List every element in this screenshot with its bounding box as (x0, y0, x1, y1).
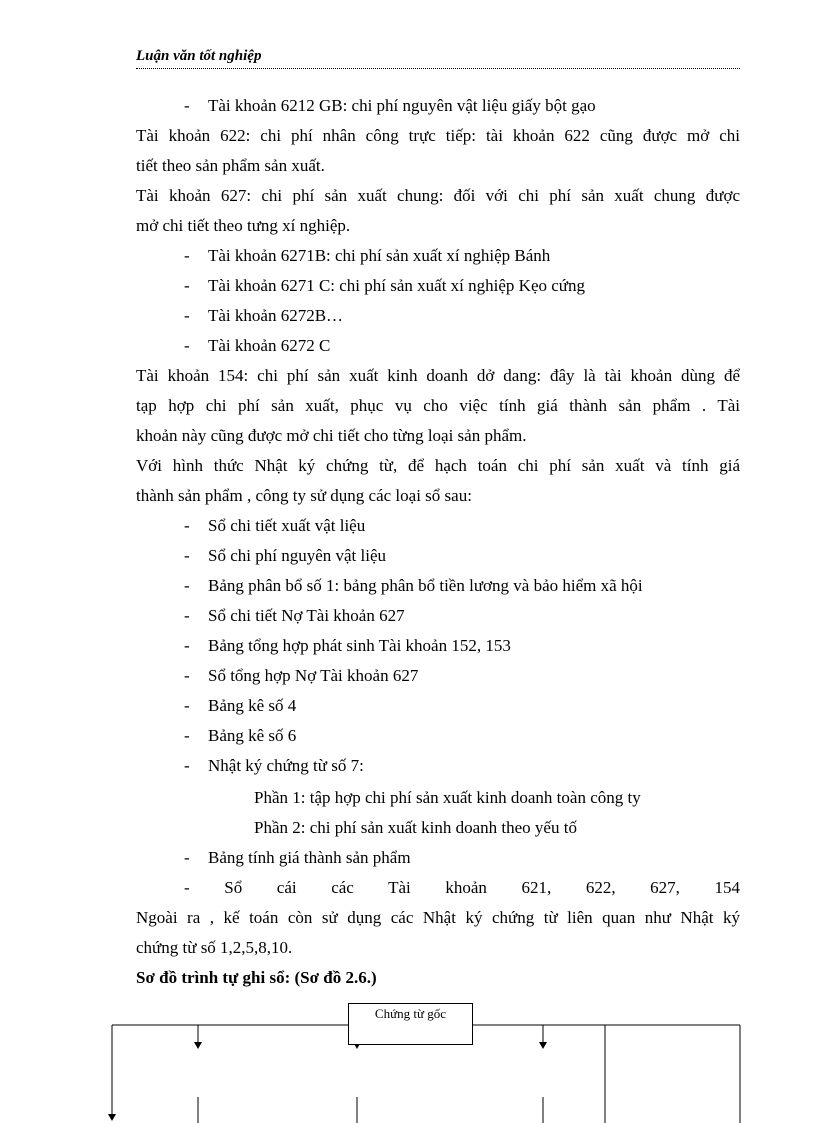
paragraph-line: Với hình thức Nhật ký chứng từ, để hạch toán chi phí sản xuất và tính giá (136, 456, 740, 475)
list-item: - Tài khoản 6212 GB: chi phí nguyên vật liệu giấy bột gạo (184, 96, 596, 115)
list-item: - Sổ chi tiết xuất vật liệu (184, 516, 366, 535)
list-item: - Bảng kê số 6 (184, 726, 297, 745)
paragraph-line: thành sản phẩm , công ty sử dụng các loại sổ sau: (136, 486, 472, 505)
page-header: Luận văn tốt nghiệp (136, 48, 740, 69)
diagram-box-chung-tu-goc (348, 1003, 473, 1045)
paragraph-line: khoản này cũng được mở chi tiết cho từng loại sản phẩm. (136, 426, 527, 445)
list-item: - Tài khoản 6272B… (184, 306, 344, 325)
list-item: - Bảng kê số 4 (184, 696, 297, 715)
diagram-box-label: Chứng từ gốc (374, 1006, 447, 1021)
paragraph-line: Tài khoản 154: chi phí sản xuất kinh doanh dở dang: đây là tài khoản dùng để (136, 366, 740, 385)
paragraph-line: Ngoài ra , kế toán còn sử dụng các Nhật ký chứng từ liên quan như Nhật ký (136, 908, 740, 927)
paragraph-line: Tài khoản 622: chi phí nhân công trực tiếp: tài khoản 622 cũng được mở chi (136, 126, 740, 145)
list-item: - Sổ cái các Tài khoản 621, 622, 627, 154 (184, 878, 740, 897)
list-item: - Sổ tổng hợp Nợ Tài khoản 627 (184, 666, 419, 685)
paragraph-line: mở chi tiết theo tưng xí nghiệp. (136, 216, 351, 235)
list-item: - Sổ chi tiết Nợ Tài khoản 627 (184, 606, 405, 625)
arrow-head (539, 1042, 547, 1049)
list-item: - Sổ chi phí nguyên vật liệu (184, 546, 387, 565)
list-item: - Nhật ký chứng từ số 7: (184, 756, 364, 775)
list-item: - Tài khoản 6271 C: chi phí sản xuất xí nghiệp Kẹo cứng (184, 276, 586, 295)
sub-item: Phần 2: chi phí sản xuất kinh doanh theo yếu tố (254, 818, 577, 837)
list-item: - Bảng tính giá thành sản phẩm (184, 848, 411, 867)
list-item: - Bảng tổng hợp phát sinh Tài khoản 152, 153 (184, 636, 511, 655)
arrow-head (108, 1114, 116, 1121)
paragraph-line: chứng từ số 1,2,5,8,10. (136, 938, 293, 957)
sub-item: Phần 1: tập hợp chi phí sản xuất kinh doanh toàn công ty (254, 788, 641, 807)
list-item: - Bảng phân bổ số 1: bảng phân bổ tiền lương và bảo hiểm xã hội (184, 576, 643, 595)
paragraph-line: tiết theo sản phẩm sản xuất. (136, 156, 325, 175)
list-item: - Tài khoản 6272 C (184, 336, 331, 355)
paragraph-line: tạp hợp chi phí sản xuất, phục vụ cho việc tính giá thành sản phẩm . Tài (136, 396, 740, 415)
diagram-title: Sơ đồ trình tự ghi sổ: (Sơ đồ 2.6.) (136, 968, 377, 987)
arrow-head (194, 1042, 202, 1049)
paragraph-line: Tài khoản 627: chi phí sản xuất chung: đối với chi phí sản xuất chung được (136, 186, 740, 205)
list-item: - Tài khoản 6271B: chi phí sản xuất xí nghiệp Bánh (184, 246, 551, 265)
